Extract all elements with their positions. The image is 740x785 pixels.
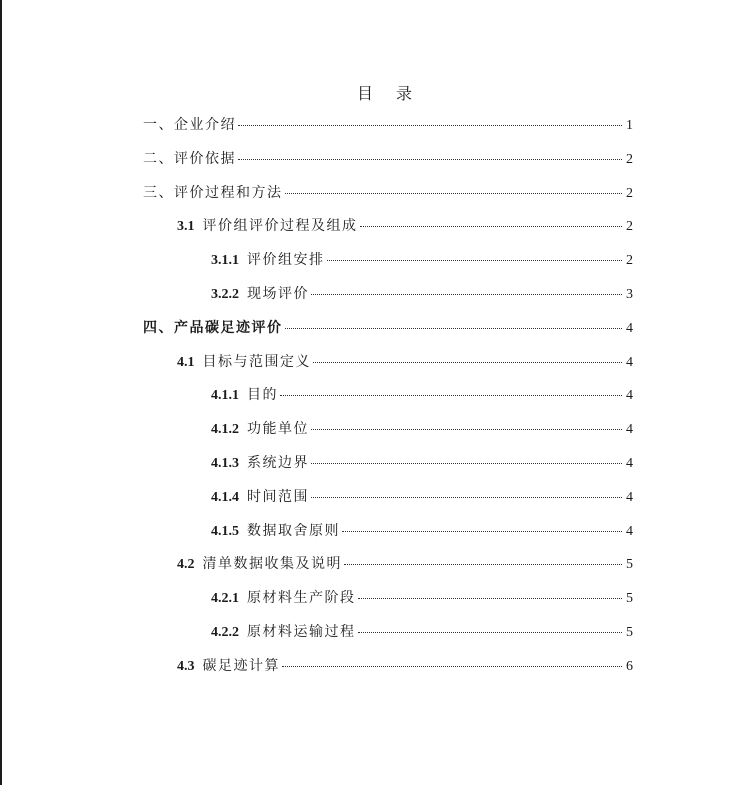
toc-entry[interactable] [177,215,633,237]
toc-entry-label: 原材料运输过程 [247,624,356,640]
toc-page-number: 5 [626,625,633,640]
toc-entry-number: 4.1.1 [211,388,239,404]
toc-entry[interactable] [211,587,633,609]
toc-dot-leader [327,260,623,261]
toc-page-number: 4 [626,320,633,336]
toc-entry-label: 四、产品碳足迹评价 [143,319,283,336]
toc-entry[interactable] [143,114,633,136]
toc-page-number: 4 [626,354,633,370]
toc-entry[interactable] [143,182,633,204]
toc-dot-leader [311,463,622,464]
toc-entry-number: 4.1.2 [211,422,239,438]
toc-entry-number: 3.1 [177,219,195,235]
toc-entry[interactable] [211,283,633,305]
toc-entry-number: 4.1.5 [211,523,239,539]
toc-page-number: 4 [626,388,633,404]
toc-entry[interactable] [211,418,633,440]
toc-entry[interactable] [211,621,633,643]
toc-dot-leader [285,193,623,194]
toc-page-number: 1 [626,118,633,133]
toc-entry-number: 4.1 [177,354,195,370]
toc-page-number: 2 [626,151,633,167]
toc-entry-label: 功能单位 [247,421,309,438]
toc-entry-label: 评价组评价过程及组成 [202,218,358,235]
toc-entry[interactable] [177,351,633,373]
toc-entry-label: 数据取舍原则 [247,522,340,539]
toc-page-number: 2 [626,219,633,235]
toc-entry-label: 三、评价过程和方法 [143,184,283,201]
toc-dot-leader [285,328,623,329]
toc-page-number: 6 [626,658,633,674]
toc-entry-label: 时间范围 [247,488,309,505]
toc-dot-leader [313,362,622,363]
toc-page-number: 5 [626,591,633,607]
toc-title: 目 录 [356,84,422,103]
toc-dot-leader [342,531,622,532]
toc-page-number: 4 [626,489,633,505]
toc-entry-label: 一、企业介绍 [143,117,236,133]
toc-entry-number: 3.1.1 [211,253,239,269]
toc-dot-leader [238,125,622,126]
toc-entry-number: 4.2.2 [211,625,239,640]
toc-page-number: 5 [626,557,633,573]
toc-dot-leader [311,294,622,295]
toc-dot-leader [238,159,622,160]
toc-entry-label: 目标与范围定义 [202,353,311,370]
toc-entry[interactable] [211,486,633,508]
toc-dot-leader [344,564,622,565]
toc-dot-leader [358,632,623,633]
toc-entry-number: 3.2.2 [211,287,239,302]
toc-entry-label: 原材料生产阶段 [247,590,356,607]
toc-entry-label: 碳足迹计算 [202,657,280,674]
toc-entry[interactable] [211,452,633,474]
toc-entry-number: 4.3 [177,658,195,674]
toc-dot-leader [282,666,622,667]
toc-entry-label: 二、评价依据 [143,150,236,167]
toc-page-number: 3 [626,287,633,302]
toc-entry-label: 目的 [247,387,278,404]
toc-entry[interactable] [211,520,633,542]
toc-dot-leader [360,226,623,227]
toc-entry-label: 现场评价 [247,286,309,302]
toc-entry-label: 清单数据收集及说明 [202,556,342,573]
toc-entry[interactable] [177,655,633,677]
toc-page-number: 4 [626,422,633,438]
toc-dot-leader [358,598,623,599]
toc-entry[interactable] [177,553,633,575]
toc-entry-number: 4.1.4 [211,489,239,505]
toc-entry[interactable] [211,384,633,406]
toc-entry[interactable] [143,317,633,339]
toc-page-number: 2 [626,185,633,201]
toc-entry[interactable] [143,148,633,170]
toc-page-number: 2 [626,253,633,269]
toc-dot-leader [311,429,622,430]
toc-page-number: 4 [626,456,633,471]
toc-page-number: 4 [626,523,633,539]
toc-entry-label: 系统边界 [247,455,309,471]
toc-entry-number: 4.2 [177,557,195,573]
toc-entry-number: 4.2.1 [211,591,239,607]
toc-entry-label: 评价组安排 [247,252,325,269]
page-left-border [0,0,2,785]
toc-entry[interactable] [211,249,633,271]
toc-dot-leader [280,395,622,396]
toc-entry-number: 4.1.3 [211,456,239,471]
toc-dot-leader [311,497,622,498]
